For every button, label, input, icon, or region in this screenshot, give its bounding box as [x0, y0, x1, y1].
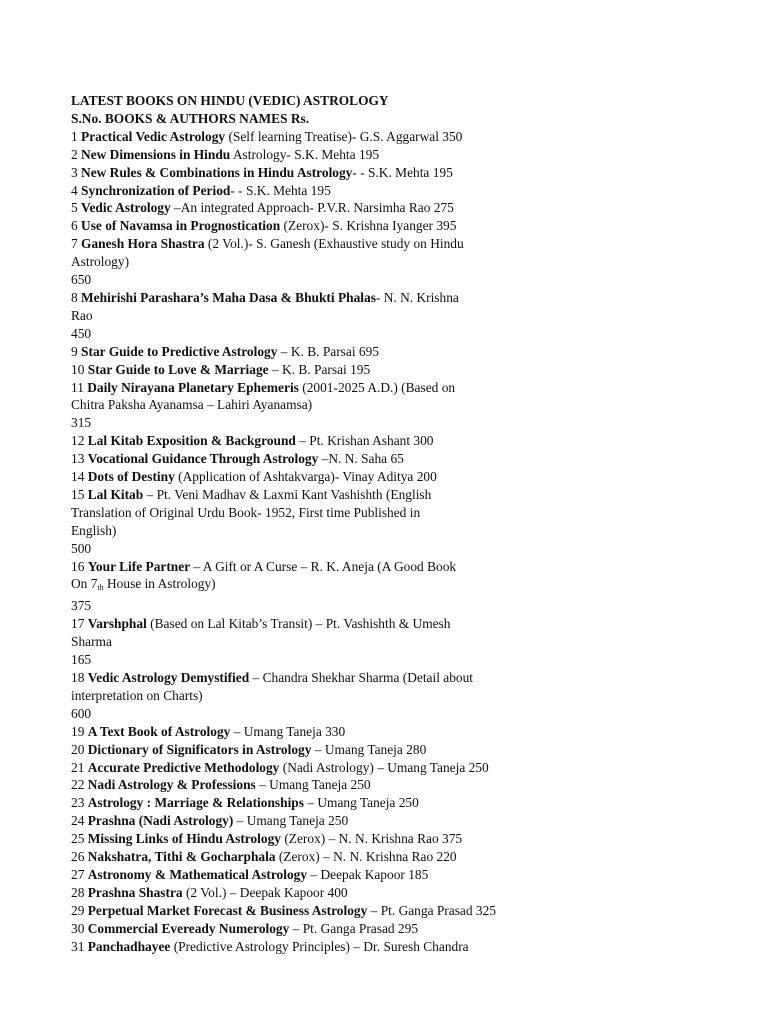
line-text: – Pt. Ganga Prasad 325	[367, 902, 496, 918]
book-title: Ganesh Hora Shastra	[81, 236, 205, 252]
list-line	[71, 396, 671, 414]
list-line	[71, 182, 671, 200]
line-text: 8	[71, 289, 82, 305]
list-line	[71, 902, 671, 920]
line-text: Astrology- S.K. Mehta 195	[230, 146, 380, 162]
line-text: 375	[71, 598, 92, 614]
list-line	[71, 759, 671, 777]
line-text: 25	[71, 831, 88, 847]
list-line	[71, 289, 671, 307]
line-text: 315	[71, 415, 92, 431]
line-text: 30	[71, 920, 88, 936]
list-line	[71, 651, 671, 669]
line-text: –An integrated Approach- P.V.R. Narsimha Rao 275	[170, 200, 454, 216]
line-text: – Pt. Veni Madhav & Laxmi Kant Vashishth (English	[143, 486, 432, 502]
book-title: New Rules & Combinations in Hindu Astrology	[81, 164, 353, 180]
line-text: 17	[71, 616, 88, 632]
line-text: 26	[71, 849, 88, 865]
list-line	[71, 325, 671, 343]
book-title: Vedic Astrology Demystified	[87, 670, 250, 685]
list-line	[71, 723, 671, 741]
book-title: Panchadhayee	[87, 938, 171, 954]
book-title: Use of Navamsa in Prognostication	[81, 218, 281, 234]
book-title: Nadi Astrology & Professions	[87, 777, 256, 793]
list-line	[71, 343, 671, 361]
line-text: 9	[71, 343, 82, 359]
book-title: Daily Nirayana Planetary Ephemeris	[87, 379, 299, 395]
line-text: 12	[71, 433, 88, 449]
list-line	[71, 486, 671, 504]
list-line	[71, 504, 671, 522]
line-text: 15	[71, 486, 88, 502]
list-line	[71, 468, 671, 486]
line-text: 27	[71, 866, 88, 882]
list-line	[71, 705, 671, 723]
line-text: 28	[71, 884, 88, 900]
book-title: A Text Book of Astrology	[87, 723, 231, 739]
list-line	[71, 687, 671, 705]
line-text: 24	[71, 813, 88, 829]
line-text: Translation of Original Urdu Book- 1952, First time Published in	[71, 504, 421, 520]
line-text: 14	[71, 469, 88, 485]
list-line	[71, 450, 671, 468]
book-title: Your Life Partner	[87, 558, 191, 574]
line-text: – Pt. Ganga Prasad 295	[289, 920, 419, 936]
book-title: Synchronization of Period	[81, 182, 231, 198]
line-text: (Nadi Astrology) – Umang Taneja 250	[279, 759, 489, 775]
list-line	[71, 741, 671, 759]
line-text: (2 Vol.)- S. Ganesh (Exhaustive study on Hindu	[204, 236, 464, 252]
line-text: Sharma	[71, 634, 112, 650]
book-title: New Dimensions in Hindu	[81, 146, 231, 162]
list-line	[71, 540, 671, 558]
list-line	[71, 271, 671, 289]
list-line	[71, 812, 671, 830]
book-title: Perpetual Market Forecast & Business Astrology	[87, 902, 368, 918]
line-text: – Umang Taneja 250	[303, 795, 419, 811]
line-text: - - S.K. Mehta 195	[352, 164, 453, 180]
line-text: Chitra Paksha Ayanamsa – Lahiri Ayanamsa)	[71, 397, 313, 413]
document-page	[71, 92, 671, 956]
list-line	[71, 830, 671, 848]
list-line	[71, 597, 671, 615]
line-text: 2	[71, 146, 82, 162]
book-title: Vocational Guidance Through Astrology	[87, 451, 319, 467]
book-title: Mehirishi Parashara’s Maha Dasa & Bhukti Phalas	[81, 289, 376, 305]
line-text: 21	[71, 759, 88, 775]
list-line	[71, 199, 671, 217]
book-title: Star Guide to Love & Marriage	[87, 361, 269, 377]
line-text: 10	[71, 361, 88, 377]
line-text: – Umang Taneja 330	[230, 723, 346, 739]
line-text: 6	[71, 218, 82, 234]
line-text: (Predictive Astrology Principles) – Dr. Suresh Chandra	[170, 938, 469, 954]
book-title: Prashna (Nadi Astrology)	[87, 813, 234, 829]
list-line	[71, 146, 671, 164]
book-title: Astrology : Marriage & Relationships	[87, 795, 304, 811]
list-line	[71, 669, 671, 687]
list-line	[71, 558, 671, 576]
line-text: – Umang Taneja 250	[233, 813, 349, 829]
line-text: - - S.K. Mehta 195	[230, 182, 331, 198]
list-line	[71, 414, 671, 432]
line-text: (Zerox) – N. N. Krishna Rao 220	[275, 849, 457, 865]
line-text: 600	[71, 705, 92, 721]
column-header: S.No. BOOKS & AUTHORS NAMES Rs.	[71, 110, 310, 126]
book-title: Practical Vedic Astrology	[81, 128, 226, 144]
line-text: – Deepak Kapoor 185	[307, 866, 429, 882]
list-line	[71, 307, 671, 325]
list-line	[71, 776, 671, 794]
line-text: 500	[71, 540, 92, 556]
book-title: Star Guide to Predictive Astrology	[81, 343, 278, 359]
line-text: 4	[71, 182, 82, 198]
line-text: 18	[71, 670, 88, 685]
list-line	[71, 575, 671, 597]
list-line	[71, 615, 671, 633]
list-line	[71, 848, 671, 866]
line-text: (2001-2025 A.D.) (Based on	[298, 379, 456, 395]
book-title: Dictionary of Significators in Astrology	[87, 741, 312, 757]
line-text: (Based on Lal Kitab’s Transit) – Pt. Vashishth & Umesh	[146, 616, 451, 632]
list-line	[71, 164, 671, 182]
line-text: 19	[71, 723, 88, 739]
line-text: 165	[71, 652, 92, 668]
line-text: 23	[71, 795, 88, 811]
book-title: Commercial Eveready Numerology	[87, 920, 290, 936]
list-line	[71, 128, 671, 146]
line-text: (Zerox)- S. Krishna Iyanger 395	[280, 218, 457, 234]
line-text: 31	[71, 938, 88, 954]
list-line	[71, 217, 671, 235]
list-line	[71, 938, 671, 956]
list-line	[71, 379, 671, 397]
line-text: 11	[71, 379, 88, 395]
line-text: (Application of Ashtakvarga)- Vinay Aditya 200	[174, 469, 437, 485]
line-text: – Umang Taneja 250	[255, 777, 371, 793]
list-line	[71, 235, 671, 253]
book-title: Prashna Shastra	[87, 884, 183, 900]
line-text: – K. B. Parsai 195	[268, 361, 371, 377]
line-text: English)	[71, 522, 117, 538]
book-title: Varshphal	[87, 616, 147, 632]
line-text: 450	[71, 325, 92, 341]
book-title: Nakshatra, Tithi & Gocharphala	[87, 849, 276, 865]
line-text: – Pt. Krishan Ashant 300	[295, 433, 434, 449]
list-line	[71, 794, 671, 812]
book-title: Lal Kitab Exposition & Background	[87, 433, 296, 449]
line-text: Astrology)	[71, 254, 130, 270]
line-text: 13	[71, 451, 88, 467]
line-text: –N. N. Saha 65	[318, 451, 404, 467]
list-line	[71, 633, 671, 651]
book-title: Astronomy & Mathematical Astrology	[87, 866, 308, 882]
book-title: Lal Kitab	[87, 486, 144, 502]
line-text: On 7	[71, 576, 98, 592]
line-text: 3	[71, 164, 82, 180]
line-text: – Umang Taneja 280	[311, 741, 427, 757]
list-line	[71, 432, 671, 450]
list-line	[71, 884, 671, 902]
book-title: Dots of Destiny	[87, 469, 175, 485]
line-text: – K. B. Parsai 695	[277, 343, 379, 359]
line-text: 16	[71, 558, 88, 574]
line-text: (Self learning Treatise)- G.S. Aggarwal 350	[225, 128, 463, 144]
line-text: – A Gift or A Curse – R. K. Aneja (A Good Book	[190, 558, 457, 574]
book-title: Missing Links of Hindu Astrology	[87, 831, 281, 847]
list-line	[71, 920, 671, 938]
line-text: House in Astrology)	[103, 576, 216, 592]
line-text: – Chandra Shekhar Sharma (Detail about	[249, 670, 474, 685]
list-line	[71, 522, 671, 540]
book-list	[71, 128, 671, 956]
line-text: 650	[71, 272, 92, 288]
line-text: 22	[71, 777, 88, 793]
line-text: 20	[71, 741, 88, 757]
book-title: Vedic Astrology	[81, 200, 171, 216]
book-title: Accurate Predictive Methodology	[87, 759, 280, 775]
list-line	[71, 361, 671, 379]
line-text: - N. N. Krishna	[375, 289, 459, 305]
line-text: 5	[71, 200, 82, 216]
list-line	[71, 253, 671, 271]
line-text: 1	[71, 128, 82, 144]
line-text: (Zerox) – N. N. Krishna Rao 375	[280, 831, 463, 847]
line-text: (2 Vol.) – Deepak Kapoor 400	[182, 884, 348, 900]
document-title: LATEST BOOKS ON HINDU (VEDIC) ASTROLOGY	[71, 93, 389, 108]
line-text: 7	[71, 236, 82, 252]
line-text: Rao	[71, 307, 93, 323]
line-text: 29	[71, 902, 88, 918]
list-line	[71, 866, 671, 884]
superscript-suffix: th	[97, 583, 104, 593]
line-text: interpretation on Charts)	[71, 687, 203, 703]
